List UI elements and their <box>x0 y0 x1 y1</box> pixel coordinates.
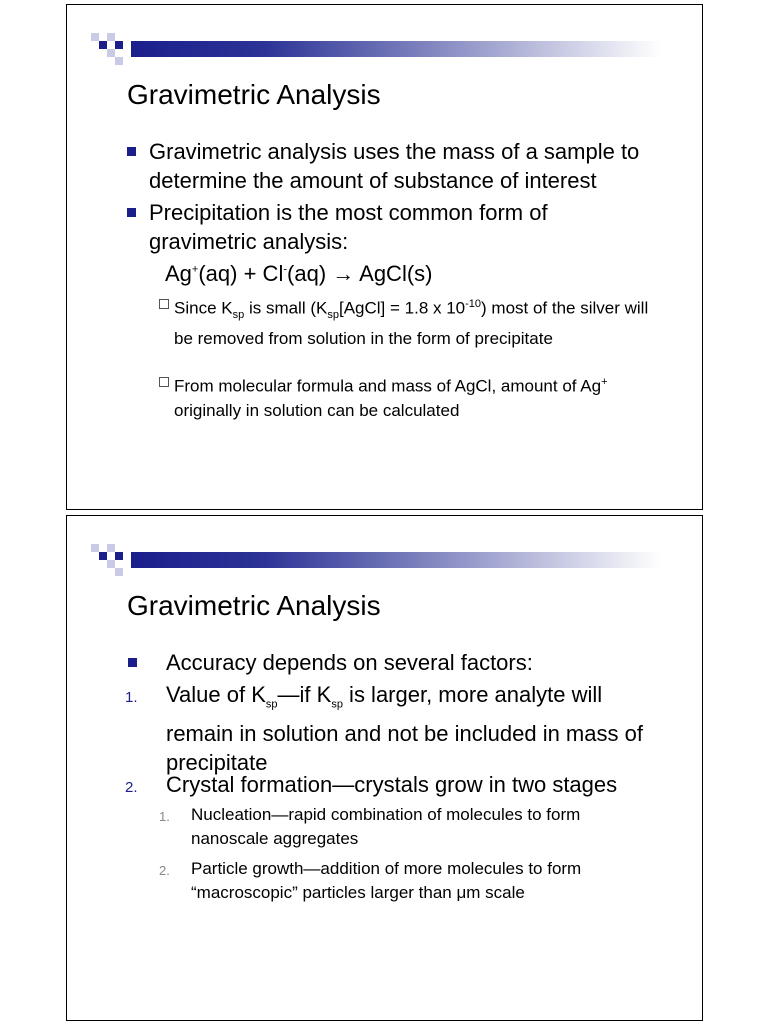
item-text: Crystal formation—crystals grow in two stages <box>166 772 618 797</box>
item-text: Nucleation—rapid combination of molecules to form nanoscale aggregates <box>191 805 581 848</box>
slide-2 <box>66 515 703 1021</box>
item-number: 2. <box>125 779 138 796</box>
bullet-item <box>166 648 666 677</box>
slide-title: Gravimetric Analysis <box>127 79 381 110</box>
item-number: 1. <box>159 809 170 824</box>
item-number: 1. <box>125 689 138 706</box>
slide-1 <box>66 4 703 510</box>
sub-numbered-item <box>159 803 651 851</box>
sub-numbered-item <box>159 857 651 905</box>
bullet-item <box>149 137 659 195</box>
square-bullet-icon <box>127 208 136 217</box>
bullet-text: Accuracy depends on several factors: <box>166 650 533 675</box>
bullet-text: Gravimetric analysis uses the mass of a sample to determine the amount of substance of interest <box>149 139 640 193</box>
hollow-square-bullet-icon <box>159 377 169 387</box>
numbered-item: 1. Value of $K_{sp}—if$ $K_{sp}$ is larger, more analyte will remain in solution and not be included in mass of precipitate <box>125 682 643 776</box>
item-number: 2. <box>159 863 170 878</box>
hollow-square-bullet-icon <box>159 299 169 309</box>
title-decoration <box>91 29 661 69</box>
item-text: Particle growth—addition of more molecules to form “macroscopic” particles larger than μm scale <box>191 859 582 902</box>
precipitation-equation: Ag+(aq) + Cl-(aq) → AgCl(s) <box>165 261 433 286</box>
title-decoration <box>91 540 661 580</box>
square-bullet-icon <box>127 147 136 156</box>
slide-title: Gravimetric Analysis <box>127 590 381 621</box>
numbered-item <box>125 770 666 799</box>
bullet-item <box>149 198 659 256</box>
sub-bullet-item: From molecular formula and mass of AgCl, amount of Ag+ originally in solution can be calculated <box>174 370 654 423</box>
bullet-text: Precipitation is the most common form of gravimetric analysis: <box>149 200 548 254</box>
sub-bullet-item: Since $K_{sp}$ is small ($K_{sp}[AgCl] = 1.8$ x $10^{-10}$) most of the silver will be removed from solution in the form of precipitate <box>174 292 654 351</box>
square-bullet-icon <box>128 658 137 667</box>
